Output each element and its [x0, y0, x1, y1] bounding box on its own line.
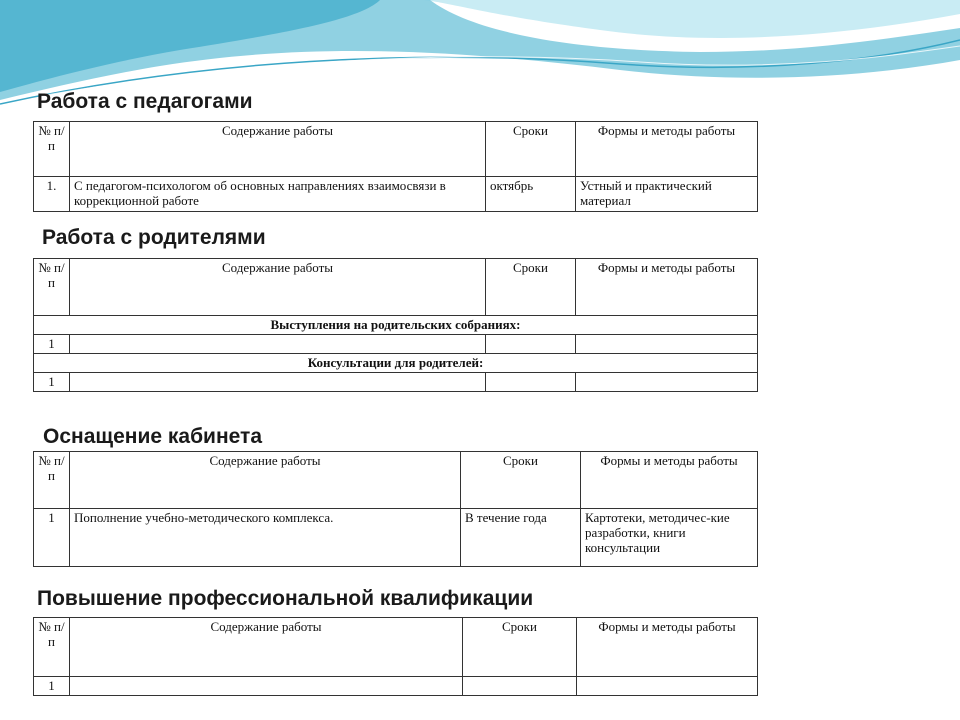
- heading-equipment: Оснащение кабинета: [43, 425, 263, 448]
- col-term-header: Сроки: [461, 452, 581, 509]
- row-term: [463, 677, 577, 696]
- row-forms: Картотеки, методичес-кие разработки, книги консультации: [581, 509, 758, 567]
- col-term-header: Сроки: [486, 259, 576, 316]
- row-num: 1: [34, 373, 70, 392]
- row-forms: [576, 373, 758, 392]
- row-term: В течение года: [461, 509, 581, 567]
- col-term-header: Сроки: [486, 122, 576, 177]
- row-term: [486, 335, 576, 354]
- section-title-consultations: Консультации для родителей:: [34, 354, 758, 373]
- col-content-header: Содержание работы: [70, 618, 463, 677]
- row-num: 1: [34, 335, 70, 354]
- qualification-table: [33, 617, 758, 696]
- col-term-header: Сроки: [463, 618, 577, 677]
- equipment-table: [33, 451, 758, 567]
- table-header-row: [34, 122, 758, 177]
- row-num: 1: [34, 677, 70, 696]
- teachers-table: [33, 121, 758, 212]
- col-num-header: № п/п: [34, 452, 70, 509]
- row-forms: [577, 677, 758, 696]
- table-row: [34, 335, 758, 354]
- col-num-header: № п/п: [34, 259, 70, 316]
- table-header-row: [34, 259, 758, 316]
- table-row: [34, 373, 758, 392]
- col-content-header: Содержание работы: [70, 122, 486, 177]
- row-forms: Устный и практический материал: [576, 177, 758, 212]
- row-term: октябрь: [486, 177, 576, 212]
- col-num-header: № п/п: [34, 618, 70, 677]
- col-num-header: № п/п: [34, 122, 70, 177]
- table-row: [34, 677, 758, 696]
- row-forms: [576, 335, 758, 354]
- parents-table: [33, 258, 758, 392]
- row-content: С педагогом-психологом об основных направлениях взаимосвязи в коррекционной работе: [70, 177, 486, 212]
- row-term: [486, 373, 576, 392]
- section-title-meetings: Выступления на родительских собраниях:: [34, 316, 758, 335]
- heading-teachers: Работа с педагогами: [37, 90, 253, 113]
- table-header-row: [34, 452, 758, 509]
- row-num: 1.: [34, 177, 70, 212]
- table-row: [34, 177, 758, 212]
- col-content-header: Содержание работы: [70, 259, 486, 316]
- row-num: 1: [34, 509, 70, 567]
- row-content: Пополнение учебно-методического комплекса.: [70, 509, 461, 567]
- heading-parents: Работа с родителями: [42, 226, 266, 249]
- row-content: [70, 373, 486, 392]
- col-forms-header: Формы и методы работы: [576, 122, 758, 177]
- heading-qualification: Повышение профессиональной квалификации: [37, 587, 534, 610]
- col-forms-header: Формы и методы работы: [581, 452, 758, 509]
- col-forms-header: Формы и методы работы: [577, 618, 758, 677]
- col-content-header: Содержание работы: [70, 452, 461, 509]
- table-row: [34, 509, 758, 567]
- section-row: [34, 354, 758, 373]
- col-forms-header: Формы и методы работы: [576, 259, 758, 316]
- section-row: [34, 316, 758, 335]
- row-content: [70, 677, 463, 696]
- row-content: [70, 335, 486, 354]
- table-header-row: [34, 618, 758, 677]
